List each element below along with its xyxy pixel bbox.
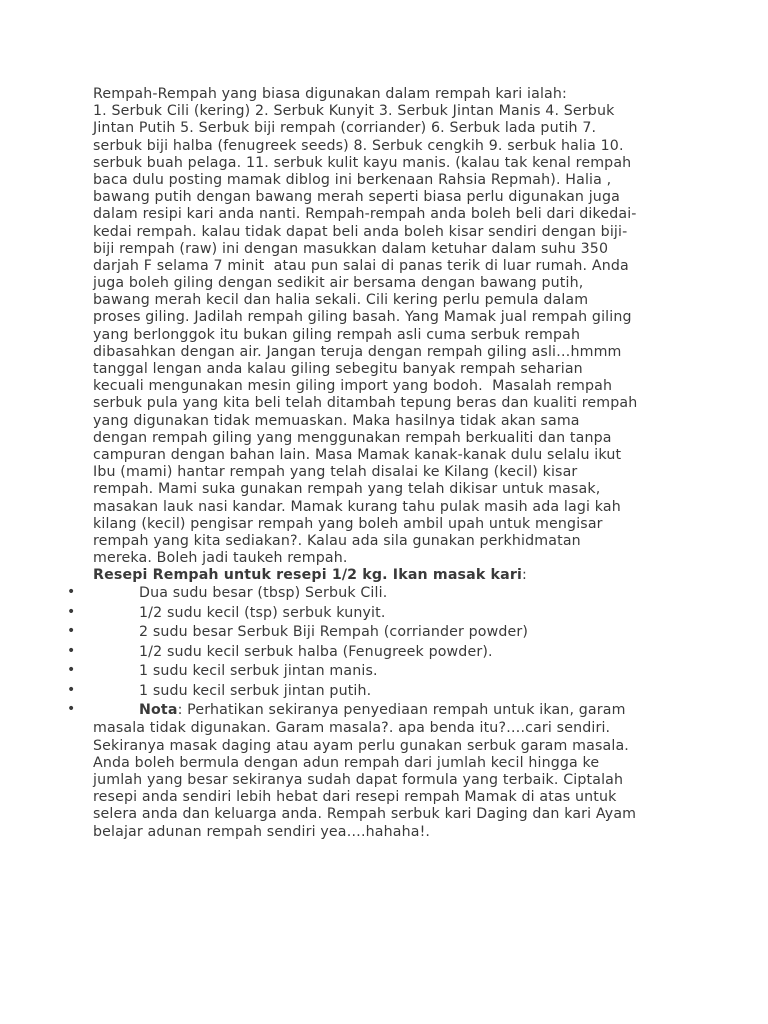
nota-line: masala tidak digunakan. Garam masala?. apa benda itu?….cari sendiri. xyxy=(93,720,611,737)
nota-line: jumlah yang besar sekiranya sudah dapat formula yang terbaik. Ciptalah xyxy=(93,772,624,788)
intro-line: dengan rempah giling yang menggunakan rempah berkualiti dan tanpa xyxy=(93,429,612,446)
nota-line: Anda boleh bermula dengan adun rempah dari jumlah kecil hingga ke xyxy=(93,754,600,771)
intro-line: kilang (kecil) pengisar rempah yang boleh ambil upah untuk mengisar xyxy=(93,515,603,532)
ingredient-text: 2 sudu besar Serbuk Biji Rempah (corriander powder) xyxy=(139,624,529,641)
ingredient-list xyxy=(67,584,685,840)
nota-line: Sekiranya masak daging atau ayam perlu gunakan serbuk garam masala. xyxy=(93,737,629,754)
intro-line: serbuk pula yang kita beli telah ditambah tepung beras dan kualiti rempah xyxy=(93,395,638,412)
intro-paragraph xyxy=(93,86,685,567)
intro-line: baca dulu posting mamak diblog ini berkenaan Rahsia Repmah). Halia , xyxy=(93,171,612,188)
intro-line: rempah. Mami suka gunakan rempah yang telah dikisar untuk masak, xyxy=(93,481,601,498)
intro-line: juga boleh giling dengan sedikit air bersama dengan bawang putih, xyxy=(93,275,584,292)
recipe-heading-line xyxy=(93,567,685,584)
nota-label: Nota xyxy=(139,702,178,719)
intro-line: kedai rempah. kalau tidak dapat beli anda boleh kisar sendiri dengan biji- xyxy=(93,223,628,240)
document-page xyxy=(67,86,685,841)
ingredient-text: 1 sudu kecil serbuk jintan manis. xyxy=(139,663,378,680)
intro-line: bawang merah kecil dan halia sekali. Cili kering perlu pemula dalam xyxy=(93,292,589,309)
bullet-icon: • xyxy=(67,701,76,718)
ingredient-text: 1/2 sudu kecil (tsp) serbuk kunyit. xyxy=(139,604,386,621)
intro-line: rempah yang kita sediakan?. Kalau ada sila gunakan perkhidmatan xyxy=(93,532,581,549)
intro-line: proses giling. Jadilah rempah giling basah. Yang Mamak jual rempah giling xyxy=(93,309,632,326)
intro-line: dibasahkan dengan air. Jangan teruja dengan rempah giling asli…hmmm xyxy=(93,343,622,360)
nota-line: resepi anda sendiri lebih hebat dari resepi rempah Mamak di atas untuk xyxy=(93,789,617,806)
intro-line: masakan lauk nasi kandar. Mamak kurang tahu pulak masih ada lagi kah xyxy=(93,498,621,515)
recipe-heading: Resepi Rempah untuk resepi 1/2 kg. Ikan masak kari xyxy=(93,567,523,584)
intro-line: darjah F selama 7 minit atau pun salai di panas terik di luar rumah. Anda xyxy=(93,257,629,274)
intro-line: Ibu (mami) hantar rempah yang telah disalai ke Kilang (kecil) kisar xyxy=(93,464,578,481)
intro-line: serbuk buah pelaga. 11. serbuk kulit kayu manis. (kalau tak kenal rempah xyxy=(93,154,632,171)
bullet-icon: • xyxy=(67,642,76,659)
intro-line: yang digunakan tidak memuaskan. Maka hasilnya tidak akan sama xyxy=(93,412,580,429)
ingredient-text: 1 sudu kecil serbuk jintan putih. xyxy=(139,682,372,699)
nota-item xyxy=(67,701,685,840)
intro-line: 1. Serbuk Cili (kering) 2. Serbuk Kunyit 3. Serbuk Jintan Manis 4. Serbuk xyxy=(93,103,615,120)
intro-line: bawang putih dengan bawang merah seperti biasa perlu digunakan juga xyxy=(93,189,620,206)
bullet-icon: • xyxy=(67,623,76,640)
intro-line: Rempah-Rempah yang biasa digunakan dalam rempah kari ialah: xyxy=(93,86,567,102)
intro-line: kecuali mengunakan mesin giling import yang bodoh. Masalah rempah xyxy=(93,378,613,395)
intro-line: Jintan Putih 5. Serbuk biji rempah (corriander) 6. Serbuk lada putih 7. xyxy=(93,120,597,137)
list-item xyxy=(67,642,685,663)
list-item xyxy=(67,681,685,702)
intro-line: tanggal lengan anda kalau giling sebegitu banyak rempah seharian xyxy=(93,361,583,377)
intro-line: dalam resipi kari anda nanti. Rempah-rempah anda boleh beli dari dikedai- xyxy=(93,206,637,223)
nota-first-line xyxy=(93,701,685,720)
nota-line: belajar adunan rempah sendiri yea….hahaha!. xyxy=(93,823,431,840)
nota-line: selera anda dan keluarga anda. Rempah serbuk kari Daging dan kari Ayam xyxy=(93,806,637,823)
intro-line: yang berlonggok itu bukan giling rempah asli cuma serbuk rempah xyxy=(93,326,581,343)
nota-first-text: : Perhatikan sekiranya penyediaan rempah untuk ikan, garam xyxy=(177,702,626,719)
bullet-icon: • xyxy=(67,584,76,601)
list-item xyxy=(67,584,685,604)
intro-line: serbuk biji halba (fenugreek seeds) 8. Serbuk cengkih 9. serbuk halia 10. xyxy=(93,137,624,154)
bullet-icon: • xyxy=(67,603,76,620)
list-item xyxy=(67,623,685,643)
intro-line: biji rempah (raw) ini dengan masukkan dalam ketuhar dalam suhu 350 xyxy=(93,240,609,257)
intro-line: campuran dengan bahan lain. Masa Mamak kanak-kanak dulu selalu ikut xyxy=(93,446,622,463)
intro-line: mereka. Boleh jadi taukeh rempah. xyxy=(93,550,348,567)
bullet-icon: • xyxy=(67,662,76,679)
ingredient-text: 1/2 sudu kecil serbuk halba (Fenugreek powder). xyxy=(139,643,493,660)
list-item xyxy=(67,662,685,682)
recipe-heading-colon: : xyxy=(522,567,527,584)
bullet-icon: • xyxy=(67,681,76,698)
ingredient-text: Dua sudu besar (tbsp) Serbuk Cili. xyxy=(139,585,388,602)
list-item xyxy=(67,603,685,624)
